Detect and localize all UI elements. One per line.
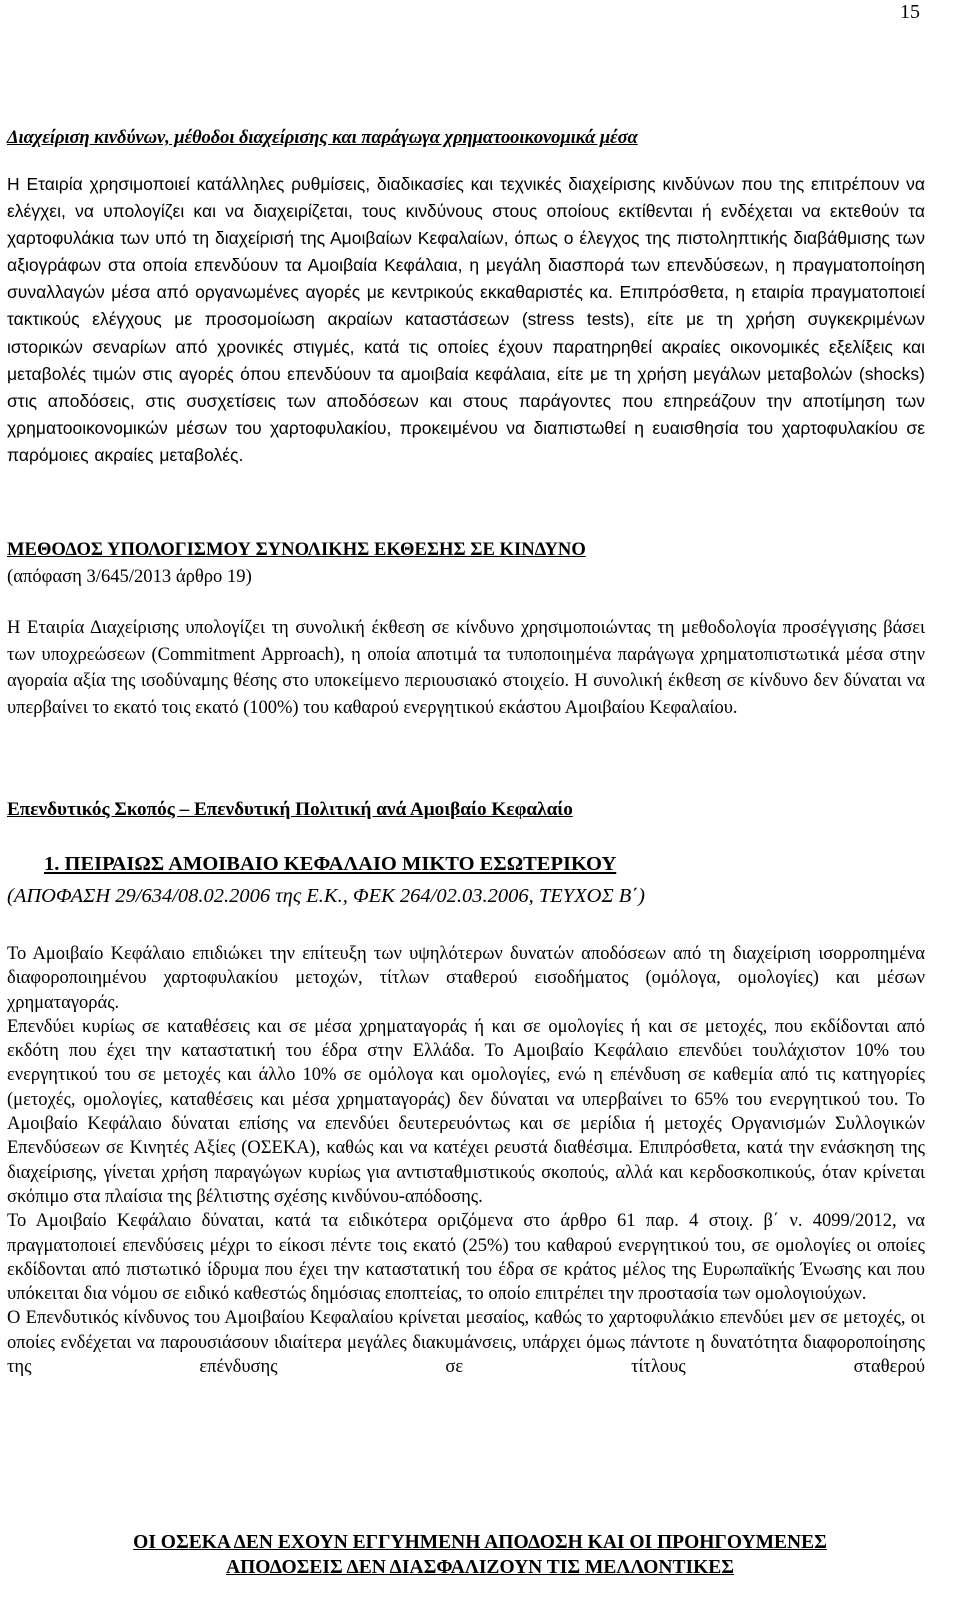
fund-objective-paragraph: Το Αμοιβαίο Κεφάλαιο επιδιώκει την επίτευξη των υψηλότερων δυνατών αποδόσεων από τη διαχείριση ισορροπημένα διαφοροποιημένου χαρτοφυλακίου μετοχών, τίτλων σταθερού εισοδήματος (ομόλογα, ομολογίες) και μέσων χρηματαγοράς. <box>7 944 925 1013</box>
page-number: 15 <box>900 1 920 23</box>
risk-management-heading: Διαχείριση κινδύνων, μέθοδοι διαχείρισης και παράγωγα χρηματοοικονομικά μέσα <box>7 127 638 148</box>
disclaimer-line-1: ΟΙ ΟΣΕΚΑ ΔΕΝ ΕΧΟΥΝ ΕΓΓΥΗΜΕΝΗ ΑΠΟΔΟΣΗ ΚΑΙ ΟΙ ΠΡΟΗΓΟΥΜΕΝΕΣ <box>133 1532 827 1553</box>
investment-policy-heading: Επενδυτικός Σκοπός – Επενδυτική Πολιτική ανά Αμοιβαίο Κεφαλαίο <box>7 799 573 820</box>
risk-management-paragraph: Η Εταιρία χρησιμοποιεί κατάλληλες ρυθμίσεις, διαδικασίες και τεχνικές διαχείρισης κινδύνων που της επιτρέπουν να ελέγχει, να υπολογίζει και να διαχειρίζεται, τους κινδύνους στους οποίους εκτίθενται ή ενδέχεται να εκτεθούν τα χαρτοφυλάκια των υπό τη διαχείρισή της Αμοιβαίων Κεφαλαίων, όπως ο έλεγχος της πιστοληπτικής διαβάθμισης των αξιογράφων στα οποία επενδύουν τα Αμοιβαία Κεφάλαια, η μεγάλη διασπορά των επενδύσεων, η πραγματοποίηση συναλλαγών μέσα από οργανωμένες αγορές με κεντρικούς εκκαθαριστές κα. Επιπρόσθετα, η εταιρία πραγματοποιεί τακτικούς ελέγχους με προσομοίωση ακραίων καταστάσεων (stress tests), είτε με τη χρήση συγκεκριμένων ιστορικών σεναρίων από χρονικές στιγμές, κατά τις οποίες έχουν παρατηρηθεί ακραίες οικονομικές εξελίξεις και μεταβολές τιμών στις αγορές όπου επενδύουν τα αμοιβαία κεφάλαια, είτε με τη χρήση μεγάλων μεταβολών (shocks) στις αποδόσεις, στις συσχετίσεις των αποδόσεων και στους παράγοντες που επηρεάζουν την αποτίμηση των χρηματοοικονομικών μέσων του χαρτοφυλακίου, προκειμένου να διαπιστωθεί η ευαισθησία του χαρτοφυλακίου σε παρόμοιες ακραίες μεταβολές. <box>7 174 925 465</box>
fund-description <box>7 942 925 1379</box>
disclaimer-line-2: ΑΠΟΔΟΣΕΙΣ ΔΕΝ ΔΙΑΣΦΑΛΙΖΟΥΝ ΤΙΣ ΜΕΛΛΟΝΤΙΚΕΣ <box>225 1557 735 1578</box>
fund-risk-paragraph: Ο Επενδυτικός κίνδυνος του Αμοιβαίου Κεφαλαίου κρίνεται μεσαίος, καθώς το χαρτοφυλάκιο επενδύει μεν σε μετοχές, οι οποίες ενδέχεται να παρουσιάσουν ιδιαίτερα μεγάλες διακυμάνσεις, υπάρχει όμως πάντοτε η δυνατότητα διαφοροποίησης της επένδυσης σε τίτλους σταθερού <box>7 1308 925 1378</box>
fund-investments-paragraph: Επενδύει κυρίως σε καταθέσεις και σε μέσα χρηματαγοράς ή και σε ομολογίες ή και σε μετοχές, που εκδίδονται από εκδότη που έχει την καταστατική του έδρα στην Ελλάδα. Το Αμοιβαίο Κεφάλαιο επενδύει τουλάχιστον 10% του ενεργητικού του σε μετοχές και άλλο 10% σε ομόλογα και ομολογίες, ενώ η επένδυση σε καθεμία από τις κατηγορίες (μετοχές, ομολογίες, καταθέσεις και μέσα χρηματαγοράς) δεν δύναται να υπερβαίνει το 65% του ενεργητικού του. Το Αμοιβαίο Κεφάλαιο δύναται επίσης να επενδύει δευτερευόντως και σε μερίδια ή μετοχές Οργανισμών Συλλογικών Επενδύσεων σε Κινητές Αξίες (ΟΣΕΚΑ), καθώς και να κατέχει ρευστά διαθέσιμα. Επιπρόσθετα, κατά την ενάσκηση της διαχείρισης, γίνεται χρήση παραγώγων κυρίως για αντισταθμιστικούς σκοπούς, αλλά και κερδοσκοπικούς, όταν κρίνεται σκόπιμο στα πλαίσια της βέλτιστης σχέσης κινδύνου-απόδοσης. <box>7 1016 925 1207</box>
fund-bond-limit-paragraph: Το Αμοιβαίο Κεφάλαιο δύναται, κατά τα ειδικότερα οριζόμενα στο άρθρο 61 παρ. 4 στοιχ. β΄ ν. 4099/2012, να πραγματοποιεί επενδύσεις μέχρι το είκοσι πέντε τοις εκατό (25%) του καθαρού ενεργητικού του, σε ομολογίες οι οποίες εκδίδονται από πιστωτικό ίδρυμα που έχει την καταστατική του έδρα σε κράτος μέλος της Ευρωπαϊκής Ένωσης και που υπόκειται δια νόμου σε ειδικό καθεστώς δημόσιας εποπτείας, το οποίο επιτρέπει την προστασία των ομολογιούχων. <box>7 1211 925 1305</box>
fund-title: 1. ΠΕΙΡΑΙΩΣ ΑΜΟΙΒΑΙΟ ΚΕΦΑΛΑΙΟ ΜΙΚΤΟ ΕΣΩΤΕΡΙΚΟΥ <box>44 853 617 875</box>
exposure-method-subheading: (απόφαση 3/645/2013 άρθρο 19) <box>7 566 252 587</box>
fund-decision-reference: (ΑΠΟΦΑΣΗ 29/634/08.02.2006 της Ε.Κ., ΦΕΚ 264/02.03.2006, ΤΕΥΧΟΣ Β΄) <box>7 885 645 907</box>
exposure-method-paragraph: Η Εταιρία Διαχείρισης υπολογίζει τη συνολική έκθεση σε κίνδυνο χρησιμοποιώντας τη μεθοδολογία προσέγγισης βάσει των υποχρεώσεων (Commitment Approach), η οποία αποτιμά τα τυποποιημένα παράγωγα χρηματοπιστωτικά μέσα στην αγοραία αξία της ισοδύναμης θέσης στο υποκείμενο περιουσιακό στοιχείο. Η συνολική έκθεση σε κίνδυνο δεν δύναται να υπερβαίνει το εκατό τοις εκατό (100%) του καθαρού ενεργητικού εκάστου Αμοιβαίου Κεφαλαίου. <box>7 618 925 718</box>
exposure-method-heading: ΜΕΘΟΔΟΣ ΥΠΟΛΟΓΙΣΜΟΥ ΣΥΝΟΛΙΚΗΣ ΕΚΘΕΣΗΣ ΣΕ ΚΙΝΔΥΝΟ <box>7 539 586 560</box>
